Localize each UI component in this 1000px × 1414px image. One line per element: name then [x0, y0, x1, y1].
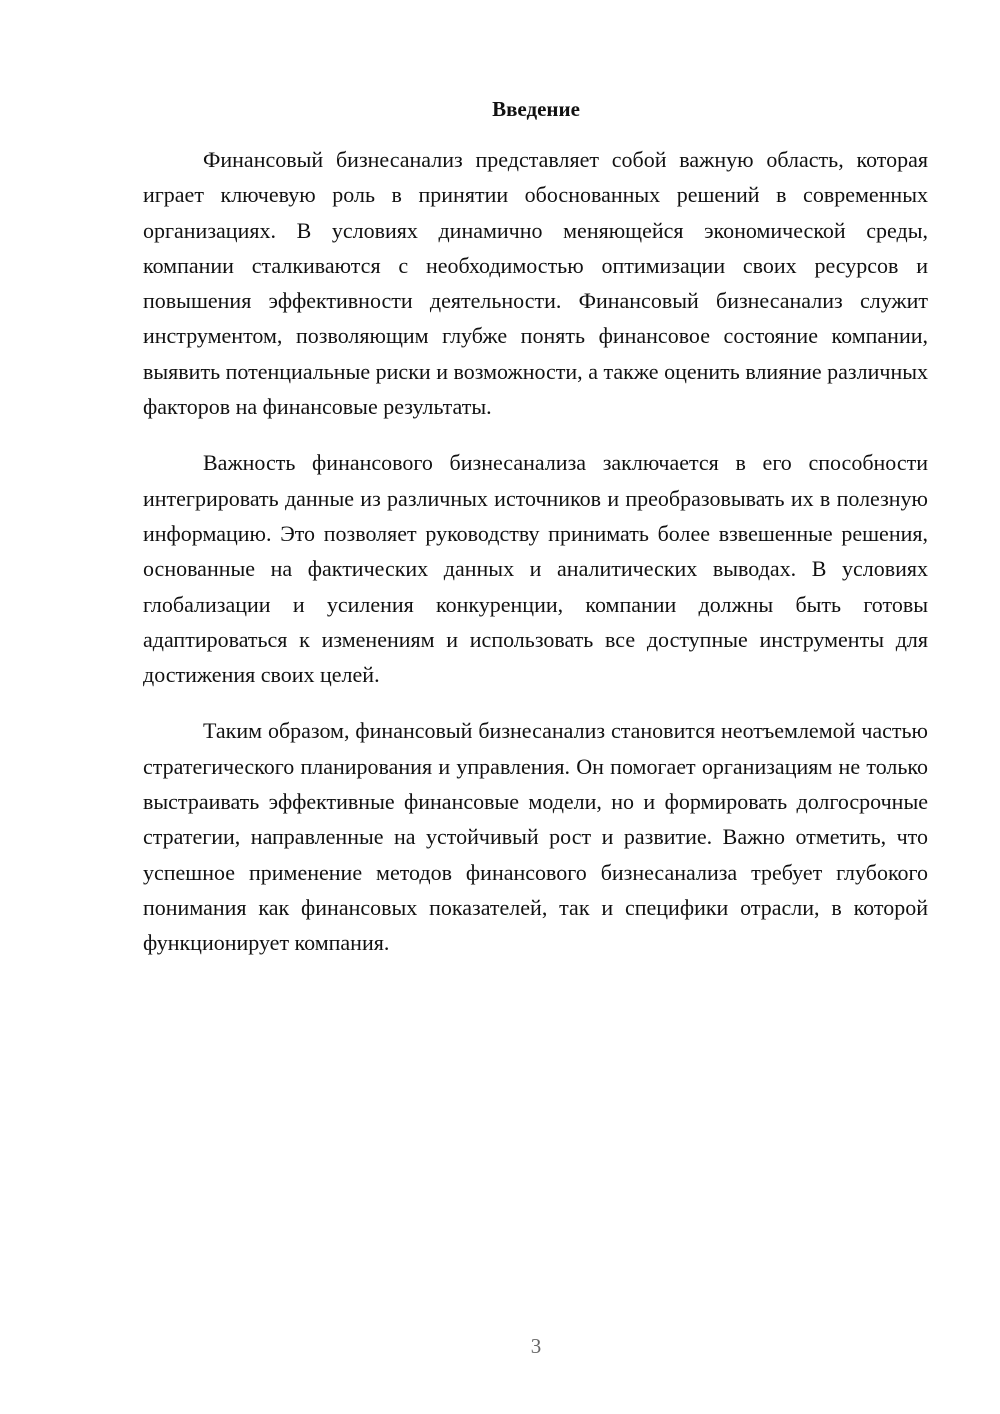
paragraph: Важность финансового бизнесанализа заключается в его способности интегрировать данные из различных источников и преобразовывать их в полезную информацию. Это позволяет руководству принимать более взвешенные решения, основанные на фактических данных и аналитических выводах. В условиях глобализации и усиления конкуренции, компании должны быть готовы адаптироваться к изменениям и использовать все доступные инструменты для достижения своих целей.: [143, 450, 928, 688]
paragraph: Таким образом, финансовый бизнесанализ становится неотъемлемой частью стратегического планирования и управления. Он помогает организациям не только выстраивать эффективные финансовые модели, но и формировать долгосрочные стратегии, направленные на устойчивый рост и развитие. Важно отметить, что успешное применение методов финансового бизнесанализа требует глубокого понимания как финансовых показателей, так и специфики отрасли, в которой функционирует компания.: [143, 718, 928, 956]
page-number: 3: [530, 1334, 542, 1358]
body-text: [143, 142, 928, 982]
section-heading: Введение: [492, 97, 580, 121]
paragraph: Финансовый бизнесанализ представляет собой важную область, которая играет ключевую роль в принятии обоснованных решений в современных организациях. В условиях динамично меняющейся экономической среды, компании сталкиваются с необходимостью оптимизации своих ресурсов и повышения эффективности деятельности. Финансовый бизнесанализ служит инструментом, позволяющим глубже понять финансовое состояние компании, выявить потенциальные риски и возможности, а также оценить влияние различных факторов на финансовые результаты.: [143, 147, 928, 420]
